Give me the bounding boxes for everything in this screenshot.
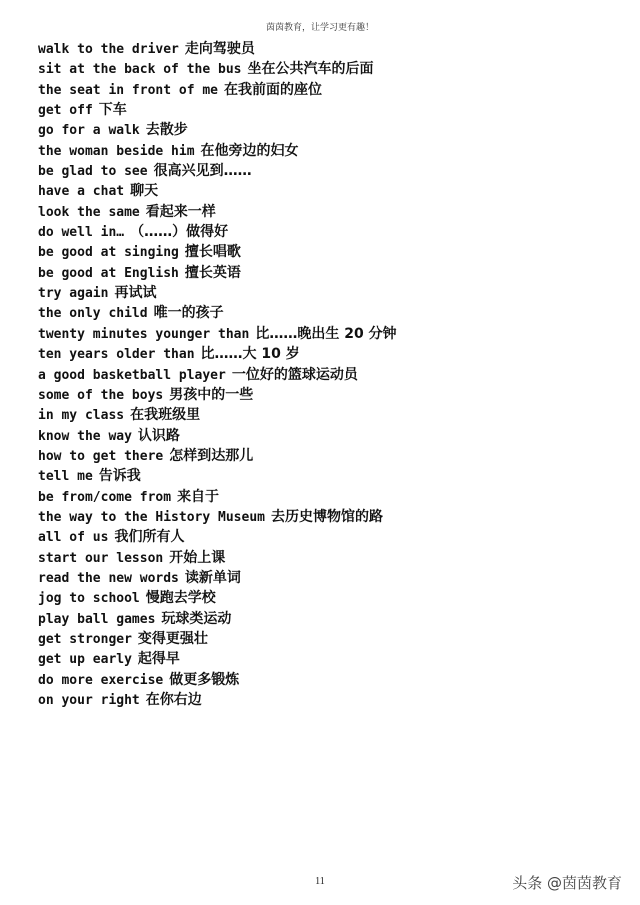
phrase-english: get stronger: [38, 631, 132, 647]
phrase-item: [38, 222, 608, 242]
phrase-item: [38, 283, 608, 303]
phrase-english: be glad to see: [38, 164, 148, 180]
phrase-english: walk to the driver: [38, 42, 179, 57]
phrase-english: read the new words: [38, 570, 179, 586]
phrase-item: [38, 548, 608, 568]
phrase-chinese: 做更多锻炼: [169, 671, 240, 688]
phrase-english: get up early: [38, 652, 132, 668]
phrase-item: [38, 324, 608, 344]
phrase-english: all of us: [38, 530, 109, 546]
phrase-chinese: 在我班级里: [130, 407, 201, 424]
phrase-chinese: （……）做得好: [130, 224, 229, 241]
phrase-chinese: 怎样到达那儿: [169, 447, 254, 464]
phrase-chinese: 开始上课: [169, 549, 226, 566]
watermark: 头条 @茵茵教育: [512, 874, 622, 892]
phrase-item: [38, 670, 608, 690]
phrase-english: start our lesson: [38, 550, 164, 566]
phrase-english: tell me: [38, 469, 93, 485]
phrase-item: [38, 303, 608, 323]
phrase-english: jog to school: [38, 591, 140, 607]
phrase-item: [38, 649, 608, 669]
phrase-item: [38, 263, 608, 283]
phrase-english: get off: [38, 103, 93, 119]
phrase-item: [38, 365, 608, 385]
phrase-chinese: 走向驾驶员: [184, 41, 255, 57]
phrase-chinese: 来自于: [177, 488, 220, 505]
phrase-chinese: 起得早: [137, 651, 180, 668]
phrase-english: be from/come from: [38, 489, 172, 505]
phrase-chinese: 我们所有人: [114, 529, 185, 546]
phrase-item: [38, 568, 608, 588]
phrase-chinese: 告诉我: [98, 468, 141, 485]
phrase-item: [38, 344, 608, 364]
phrase-english: the woman beside him: [38, 143, 195, 159]
phrase-item: [38, 588, 608, 608]
phrase-list: [38, 39, 608, 710]
phrase-english: try again: [38, 286, 109, 302]
phrase-chinese: 一位好的篮球运动员: [231, 366, 358, 383]
phrase-english: look the same: [38, 204, 140, 220]
page-number: 11: [315, 876, 325, 887]
phrase-chinese: 坐在公共汽车的后面: [247, 61, 374, 78]
phrase-item: [38, 141, 608, 161]
phrase-item: [38, 39, 608, 59]
phrase-chinese: 在我前面的座位: [224, 81, 323, 98]
phrase-item: [38, 690, 608, 710]
phrase-chinese: 擅长唱歌: [184, 244, 241, 261]
phrase-chinese: 去历史博物馆的路: [270, 508, 383, 525]
phrase-english: play ball games: [38, 611, 156, 627]
phrase-chinese: 男孩中的一些: [169, 386, 254, 403]
phrase-item: [38, 202, 608, 222]
phrase-chinese: 认识路: [137, 427, 180, 444]
phrase-chinese: 玩球类运动: [161, 610, 232, 627]
phrase-english: on your right: [38, 693, 140, 708]
phrase-english: a good basketball player: [38, 367, 226, 383]
phrase-chinese: 再试试: [114, 285, 157, 302]
phrase-english: have a chat: [38, 184, 125, 200]
phrase-chinese: 看起来一样: [145, 203, 216, 220]
phrase-english: sit at the back of the bus: [38, 62, 242, 78]
phrase-english: the seat in front of me: [38, 82, 219, 98]
phrase-chinese: 比……大 10 岁: [200, 346, 300, 363]
phrase-item: [38, 446, 608, 466]
phrase-item: [38, 120, 608, 140]
phrase-english: ten years older than: [38, 347, 195, 363]
phrase-chinese: 很高兴见到……: [153, 163, 252, 180]
phrase-chinese: 在他旁边的妇女: [200, 142, 299, 159]
phrase-chinese: 比……晚出生 20 分钟: [255, 325, 397, 342]
phrase-item: [38, 466, 608, 486]
phrase-english: the only child: [38, 306, 148, 322]
phrase-english: do well in…: [38, 225, 125, 241]
phrase-chinese: 唯一的孩子: [153, 305, 224, 322]
phrase-item: [38, 161, 608, 181]
phrase-english: go for a walk: [38, 123, 140, 139]
phrase-item: [38, 385, 608, 405]
phrase-chinese: 慢跑去学校: [145, 590, 216, 607]
phrase-item: [38, 405, 608, 425]
phrase-item: [38, 59, 608, 79]
phrase-english: be good at singing: [38, 245, 179, 261]
phrase-english: some of the boys: [38, 387, 164, 403]
phrase-item: [38, 507, 608, 527]
phrase-chinese: 去散步: [145, 122, 188, 139]
phrase-english: do more exercise: [38, 672, 164, 688]
phrase-english: be good at English: [38, 265, 179, 281]
phrase-item: [38, 80, 608, 100]
phrase-chinese: 聊天: [130, 183, 159, 200]
phrase-item: [38, 629, 608, 649]
phrase-item: [38, 100, 608, 120]
phrase-english: the way to the History Museum: [38, 509, 265, 525]
phrase-chinese: 下车: [98, 102, 127, 119]
phrase-item: [38, 242, 608, 262]
phrase-chinese: 擅长英语: [184, 264, 241, 281]
phrase-english: twenty minutes younger than: [38, 326, 250, 342]
phrase-chinese: 变得更强壮: [137, 630, 208, 647]
phrase-item: [38, 609, 608, 629]
phrase-english: know the way: [38, 428, 132, 444]
phrase-english: in my class: [38, 408, 125, 424]
phrase-item: [38, 487, 608, 507]
phrase-item: [38, 181, 608, 201]
phrase-english: how to get there: [38, 448, 164, 464]
phrase-item: [38, 527, 608, 547]
phrase-chinese: 读新单词: [184, 569, 241, 586]
phrase-item: [38, 426, 608, 446]
phrase-chinese: 在你右边: [145, 692, 202, 708]
page-header: 茵茵教育，让学习更有趣！: [265, 23, 374, 33]
